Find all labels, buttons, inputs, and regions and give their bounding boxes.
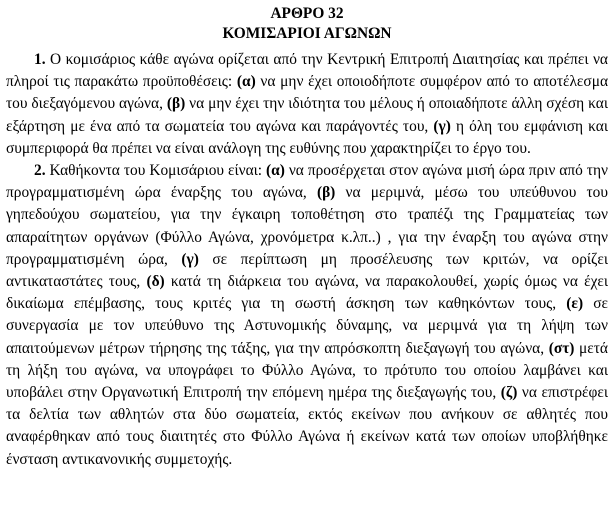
article-heading: ΑΡΘΡΟ 32 [270,5,344,22]
paragraph-2-item-f-marker: (στ) [548,339,575,357]
paragraph-2-item-g-text: να επιστρέφει τα δελτία των αθλητών στα δύο σωματεία, εκτός εκείνων που ανήκουν σε αθλητές που αναφέρθηκαν από τους διαιτητές στο Φύλλο Αγώνα ή εκείνων κατά των οποίων υποβλήθηκε ένσταση αντικανονικής συμμετοχής. [6,384,608,468]
paragraph-2-item-b-text: να μεριμνά, μέσω του υπεύθυνου του γηπεδούχου σωματείου, για την έγκαιρη τοποθέτηση στο τραπέζι της Γραμματείας των απαραίτητων οργάνων (Φύλλο Αγώνα, χρονόμετρα κ.λπ..) , για την έναρξη του αγώνα στην προγραμματισμένη ώρα, [6,184,608,268]
paragraph-2-intro: Καθήκοντα του Κομισάριου είναι: [45,162,267,180]
paragraph-2-item-f-text: μετά τη λήξη του αγώνα, να υπογράφει το Φύλλο Αγώνα, το πρότυπο του οποίου λαμβάνει και υποβάλει στην Οργανωτική Επιτροπή την επόμενη ημέρα της διεξαγωγής του, [6,339,608,402]
paragraph-2-item-a-marker: (α) [266,162,285,180]
paragraph-1-intro: Ο κομισάριος κάθε αγώνα ορίζεται από την Κεντρική Επιτροπή Διαιτησίας και πρέπει να πληροί τις παρακάτω προϋποθέσεις: [6,51,608,91]
paragraph-2-item-d-marker: (δ) [146,273,165,291]
paragraph-1-item-c-marker: (γ) [433,117,451,135]
paragraph-2-number: 2. [34,162,46,180]
paragraph-2 [6,160,608,471]
paragraph-2-item-g-marker: (ζ) [500,384,518,402]
paragraph-1-item-b-marker: (β) [166,95,186,113]
paragraph-1-item-b-text: να μην έχει την ιδιότητα του μέλους ή οποιαδήποτε άλλη σχέση και εξάρτηση με ένα από τα σωματεία του αγώνα και παράγοντές του, [6,95,608,135]
paragraph-1-item-c-text: η όλη του εμφάνιση και συμπεριφορά θα πρέπει να είναι ανάλογη της ευθύνης που χαρακτηρίζει το έργο του. [6,117,608,157]
paragraph-2-item-c-text: σε περίπτωση μη προσέλευσης των κριτών, να ορίζει αντικαταστάτες τους, [6,250,608,291]
article-subheading: ΚΟΜΙΣΑΡΙΟΙ ΑΓΩΝΩΝ [222,25,392,42]
paragraph-2-item-e-text: σε συνεργασία με τον υπεύθυνο της Αστυνομικής δύναμης, να μεριμνά για τη λήψη των απαιτούμενων μέτρων τήρησης της τάξης, για την απρόσκοπτη διεξαγωγή του αγώνα, [6,295,609,357]
paragraph-1-item-a-text: να μην έχει οποιοδήποτε συμφέρον από το αποτέλεσμα του διεξαγόμενου αγώνα, [6,73,609,113]
paragraph-2-item-e-marker: (ε) [566,295,584,313]
paragraph-2-item-a-text: να προσέρχεται στον αγώνα μισή ώρα πριν από την προγραμματισμένη ώρα έναρξης του αγώνα, [6,162,608,202]
paragraph-2-item-c-marker: (γ) [181,250,199,268]
paragraph-2-item-d-text: κατά τη διάρκεια του αγώνα, να παρακολουθεί, χωρίς όμως να έχει δικαίωμα επέμβασης, τους κριτές για τη σωστή άσκηση των καθηκόντων τους, [6,273,608,313]
paragraph-1-item-a-marker: (α) [236,73,256,91]
paragraph-1-number: 1. [34,51,46,68]
paragraph-1 [6,49,608,160]
paragraph-2-item-b-marker: (β) [316,184,336,202]
